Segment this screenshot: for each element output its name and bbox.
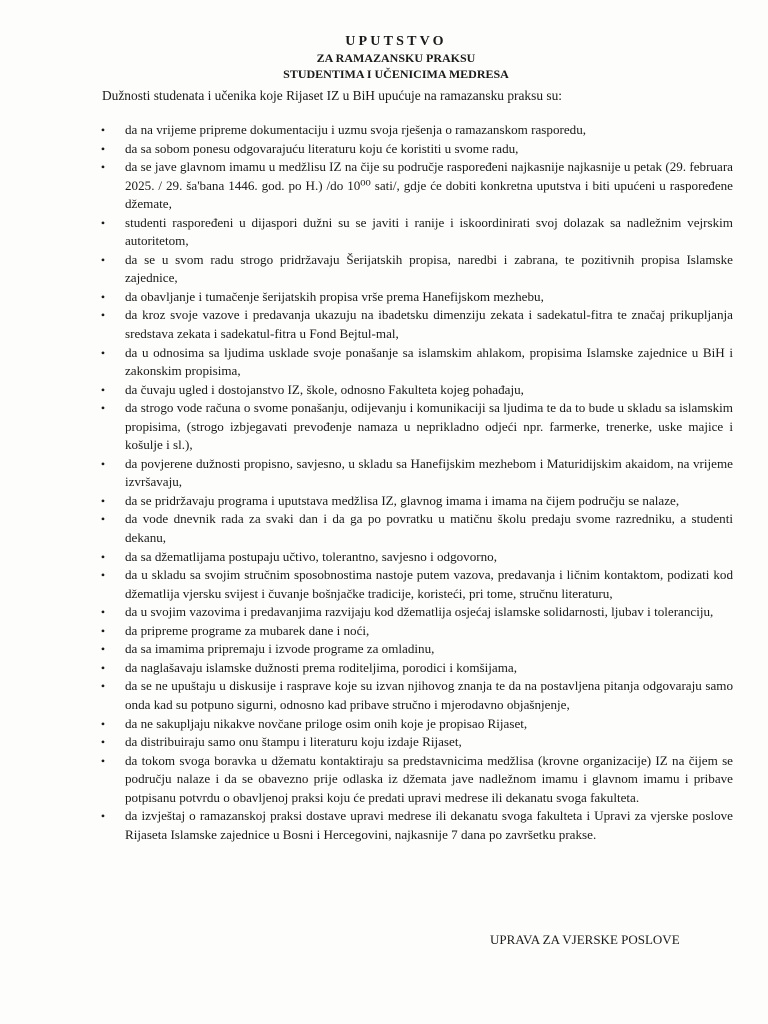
list-item: [98, 251, 733, 288]
bullet-icon: [98, 306, 108, 325]
bullet-icon: [98, 659, 108, 678]
list-item: [98, 288, 733, 307]
list-item-text: studenti raspoređeni u dijaspori dužni su se javiti i ranije i iskoordinirati svoj dolazak sa nadležnim vejrskim autoritetom,: [125, 214, 733, 249]
intro-paragraph: Dužnosti studenata i učenika koje Rijaset IZ u BiH upućuje na ramazansku praksu su:: [102, 88, 562, 103]
list-item: [98, 715, 733, 734]
list-item: [98, 548, 733, 567]
list-item-text: da se jave glavnom imamu u medžlisu IZ na čije su područje raspoređeni najkasnije najkasnije u petak (29. februara 2025. / 29. ša'bana 1446. god. po H.) /do 10⁰⁰ sati/, gdje će dobiti konkretna uputstva i biti upućeni u raspoređene džemate,: [125, 159, 733, 212]
list-item-text: da izvještaj o ramazanskoj praksi dostave upravi medrese ili dekanatu svoga fakulteta i Upravi za vjerske poslove Rijaseta Islamske zajednice u Bosni i Hercegovini, najkasnije 7 dana po završetku prakse.: [125, 808, 733, 842]
list-item: [98, 752, 733, 808]
list-item-text: da sa sobom ponesu odgovarajuću literaturu koju će koristiti u svome radu,: [125, 140, 519, 156]
list-item: [98, 381, 733, 400]
list-item-text: da u odnosima sa ljudima uskladе svoje ponašanje sa islamskim ahlakom, propisima Islamske zajednice u BiH i zakonskim propisima,: [125, 344, 733, 379]
list-item: [98, 492, 733, 511]
bullet-icon: [98, 251, 108, 270]
bullet-icon: [98, 603, 108, 622]
list-item: [98, 622, 733, 641]
list-item: [98, 399, 733, 455]
bullet-icon: [98, 715, 108, 734]
bullet-icon: [98, 752, 108, 771]
bullet-icon: [98, 548, 108, 567]
list-item: [98, 214, 733, 251]
list-item: [98, 807, 733, 844]
list-item: [98, 121, 733, 140]
bullet-icon: [98, 140, 108, 159]
list-item: [98, 640, 733, 659]
list-item-text: da pripreme programe za mubarek dane i noći,: [125, 622, 370, 638]
list-item-text: da naglašavaju islamske dužnosti prema roditeljima, porodici i komšijama,: [125, 659, 517, 675]
list-item-text: da sa imamima pripremaju i izvode programe za omladinu,: [125, 641, 435, 657]
list-item: [98, 566, 733, 603]
bullet-icon: [98, 677, 108, 696]
list-item: [98, 510, 733, 547]
list-item-text: da obavljanje i tumačenje šerijatskih propisa vrše prema Hanefijskom mezhebu,: [125, 288, 544, 304]
list-item-text: da sa džematlijama postupaju učtivo, tolerantno, savjesno i odgovorno,: [125, 548, 497, 564]
document-subtitle-2: STUDENTIMA I UČENICIMA MEDRESA: [283, 67, 509, 81]
bullet-icon: [98, 455, 108, 474]
list-item-text: da se pridržavaju programa i uputstava medžlisa IZ, glavnog imama i imama na čijem području se nalaze,: [125, 492, 680, 508]
list-item-text: da povjerene dužnosti propisno, savjesno, u skladu sa Hanefijskim mezhebom i Maturidijskim akaidom, na vrijeme izvršavaju,: [125, 455, 733, 490]
duties-list: [98, 121, 733, 844]
document-subtitle-1: ZA RAMAZANSKU PRAKSU: [316, 51, 476, 65]
bullet-icon: [98, 158, 108, 177]
list-item-text: da na vrijeme pripreme dokumentaciju i uzmu svoja rješenja o ramazanskom rasporedu,: [125, 122, 587, 137]
list-item: [98, 659, 733, 678]
list-item: [98, 344, 733, 381]
bullet-icon: [98, 640, 108, 659]
list-item: [98, 733, 733, 752]
bullet-icon: [98, 121, 108, 140]
list-item-text: da u skladu sa svojim stručnim sposobnostima nastoje putem vazova, predavanja i ličnim kontaktom, podizati kod džematlija vjersku svijest i čuvanje bošnjačke tradicije, koristeći, pri tome, stručnu literaturu,: [125, 567, 733, 601]
bullet-icon: [98, 566, 108, 585]
bullet-icon: [98, 214, 108, 233]
list-item-text: da u svojim vazovima i predavanjima razvijaju kod džematlija osjećaj islamske solidarnosti, ljubav i toleranciju,: [125, 604, 714, 620]
list-item-text: da čuvaju ugled i dostojanstvo IZ, škole, odnosno Fakulteta kojeg pohađaju,: [125, 381, 524, 397]
bullet-icon: [98, 344, 108, 363]
list-item-text: da distribuiraju samo onu štampu i literaturu koju izdaje Rijaset,: [125, 734, 462, 750]
bullet-icon: [98, 622, 108, 641]
list-item: [98, 677, 733, 714]
list-item-text: da ne sakupljaju nikakve novčane priloge osim onih koje je propisao Rijaset,: [125, 715, 528, 731]
list-item-text: da strogo vode računa o svome ponašanju, odijevanju i komunikaciji sa ljudima te da to bude u skladu sa islamskim propisima, (strogo izbjegavati prevođenje namaza u neprikladno odjeći npr. farmerke, trenerke, uske majice i košulje i sl.),: [125, 400, 733, 453]
bullet-icon: [98, 807, 108, 826]
list-item: [98, 158, 733, 214]
bullet-icon: [98, 381, 108, 400]
document-title: UPUTSTVO: [345, 34, 447, 49]
list-item-text: da tokom svoga boravka u džematu kontaktiraju sa predstavnicima medžlisa (krovne organizacije) IZ na čijem se području nalaze i da se obavezno prije odlaska iz džemata jave nadležnom imamu i glavnom imamu i pribave potpisanu potvrdu o obavljenoj praksi koju će predati upravi medrese ili dekanatu svoga fakulteta.: [125, 752, 733, 805]
list-item: [98, 603, 733, 622]
list-item-text: da vode dnevnik rada za svaki dan i da ga po povratku u matičnu školu predaju svome razredniku, a studenti dekanu,: [125, 511, 733, 546]
bullet-icon: [98, 510, 108, 529]
list-item-text: da se u svom radu strogo pridržavaju Šerijatskih propisa, naredbi i zabrana, te pozitivnih propisa Islamske zajednice,: [125, 251, 733, 286]
list-item: [98, 306, 733, 343]
list-item: [98, 455, 733, 492]
signature: UPRAVA ZA VJERSKE POSLOVE: [490, 932, 680, 947]
list-item-text: da se ne upuštaju u diskusije i rasprave koje su izvan njihovog znanja te da na postavljena pitanja odgovaraju samo onda kad su potpuno sigurni, odnosno kad pribave stručno i mjerodavno objašnjenje,: [125, 678, 733, 712]
list-item: [98, 140, 733, 159]
bullet-icon: [98, 733, 108, 752]
bullet-icon: [98, 288, 108, 307]
bullet-icon: [98, 399, 108, 418]
list-item-text: da kroz svoje vazove i predavanja ukazuju na ibadetsku dimenziju zekata i sadekatul-fitra te značaj prikupljanja sredstava zekata i sadekatul-fitra u Fond Bejtul-mal,: [125, 307, 733, 342]
bullet-icon: [98, 492, 108, 511]
